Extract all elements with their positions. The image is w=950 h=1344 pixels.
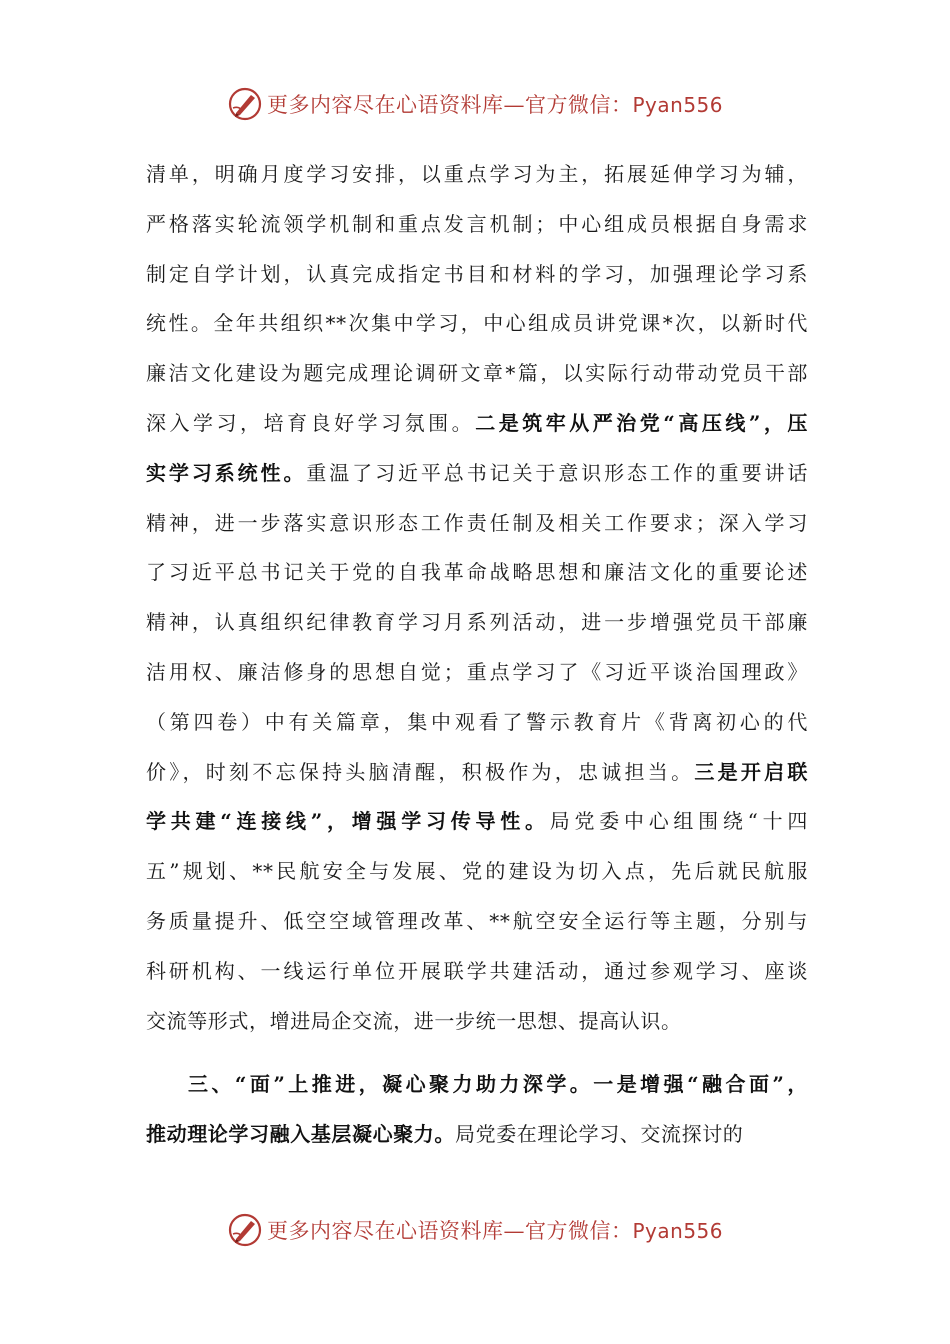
text-run: （第四卷）中有关篇章，集中观看了警示教育片《背离初心的代 <box>146 709 808 734</box>
text-line <box>146 897 808 947</box>
text-run: 制定自学计划，认真完成指定书目和材料的学习，加强理论学习系 <box>146 261 808 286</box>
text-line <box>146 499 808 549</box>
text-line <box>146 299 808 349</box>
text-line <box>146 250 808 300</box>
paragraph-1 <box>146 150 808 1046</box>
text-line <box>146 1060 808 1110</box>
text-line <box>146 150 808 200</box>
text-run: 价》，时刻不忘保持头脑清醒，积极作为，忠诚担当。 <box>146 759 695 784</box>
text-run: 五”规划、**民航安全与发展、党的建设为切入点，先后就民航服 <box>146 859 808 884</box>
text-line <box>146 947 808 997</box>
text-run: 精神，进一步落实意识形态工作责任制及相关工作要求；深入学习 <box>146 510 808 535</box>
text-line <box>146 797 808 847</box>
paragraph-2 <box>146 1060 808 1160</box>
bold-text-run: 二是筑牢从严治党“高压线”，压 <box>475 410 808 435</box>
text-run: 重温了习近平总书记关于意识形态工作的重要讲话 <box>306 460 809 485</box>
footer-banner-text: 更多内容尽在心语资料库—官方微信：Pyan556 <box>266 1219 723 1243</box>
text-line <box>146 847 808 897</box>
text-line <box>146 698 808 748</box>
text-line <box>146 200 808 250</box>
footer-banner <box>0 1208 950 1252</box>
header-banner-text: 更多内容尽在心语资料库—官方微信：Pyan556 <box>266 93 723 117</box>
footer-wechat-id: Pyan556 <box>632 1219 723 1243</box>
text-line <box>146 997 808 1047</box>
text-line <box>146 1110 808 1160</box>
pen-logo-icon <box>227 86 263 122</box>
text-line <box>146 598 808 648</box>
bold-text-run: 三是开启联 <box>694 759 808 784</box>
text-run: 廉洁文化建设为题完成理论调研文章*篇，以实际行动带动党员干部 <box>146 361 808 386</box>
header-wechat-id: Pyan556 <box>632 93 723 117</box>
text-run: 深入学习，培育良好学习氛围。 <box>146 410 476 435</box>
paragraph-gap <box>146 1046 808 1060</box>
pen-logo-icon <box>227 1212 263 1248</box>
text-line <box>146 449 808 499</box>
text-run: 洁用权、廉洁修身的思想自觉；重点学习了《习近平谈治国理政》 <box>146 659 808 684</box>
bold-text-run: 学共建“连接线”，增强学习传导性。 <box>146 809 550 834</box>
text-run: 务质量提升、低空空域管理改革、**航空安全运行等主题，分别与 <box>146 908 808 933</box>
header-banner <box>0 82 950 126</box>
text-run: 局党委中心组围绕“十四 <box>549 809 808 834</box>
text-line <box>146 399 808 449</box>
bold-text-run: 三、“面”上推进，凝心聚力助力深学。一是增强“融合面”， <box>188 1072 808 1097</box>
bold-text-run: 实学习系统性。 <box>146 460 307 485</box>
text-line <box>146 648 808 698</box>
text-run: 科研机构、一线运行单位开展联学共建活动，通过参观学习、座谈 <box>146 958 808 983</box>
document-body <box>146 150 808 1160</box>
text-line <box>146 748 808 798</box>
text-run: 清单，明确月度学习安排，以重点学习为主，拓展延伸学习为辅， <box>146 162 808 186</box>
text-run: 了习近平总书记关于党的自我革命战略思想和廉洁文化的重要论述 <box>146 560 808 585</box>
text-run: 严格落实轮流领学机制和重点发言机制；中心组成员根据自身需求 <box>146 211 808 236</box>
text-run: 统性。全年共组织**次集中学习，中心组成员讲党课*次，以新时代 <box>146 311 808 336</box>
bold-text-run: 推动理论学习融入基层凝心聚力。 <box>146 1122 455 1147</box>
text-run: 交流等形式，增进局企交流，进一步统一思想、提高认识。 <box>146 1008 682 1033</box>
text-run: 精神，认真组织纪律教育学习月系列活动，进一步增强党员干部廉 <box>146 610 808 635</box>
text-run: 局党委在理论学习、交流探讨的 <box>455 1122 744 1147</box>
text-line <box>146 349 808 399</box>
text-line <box>146 548 808 598</box>
